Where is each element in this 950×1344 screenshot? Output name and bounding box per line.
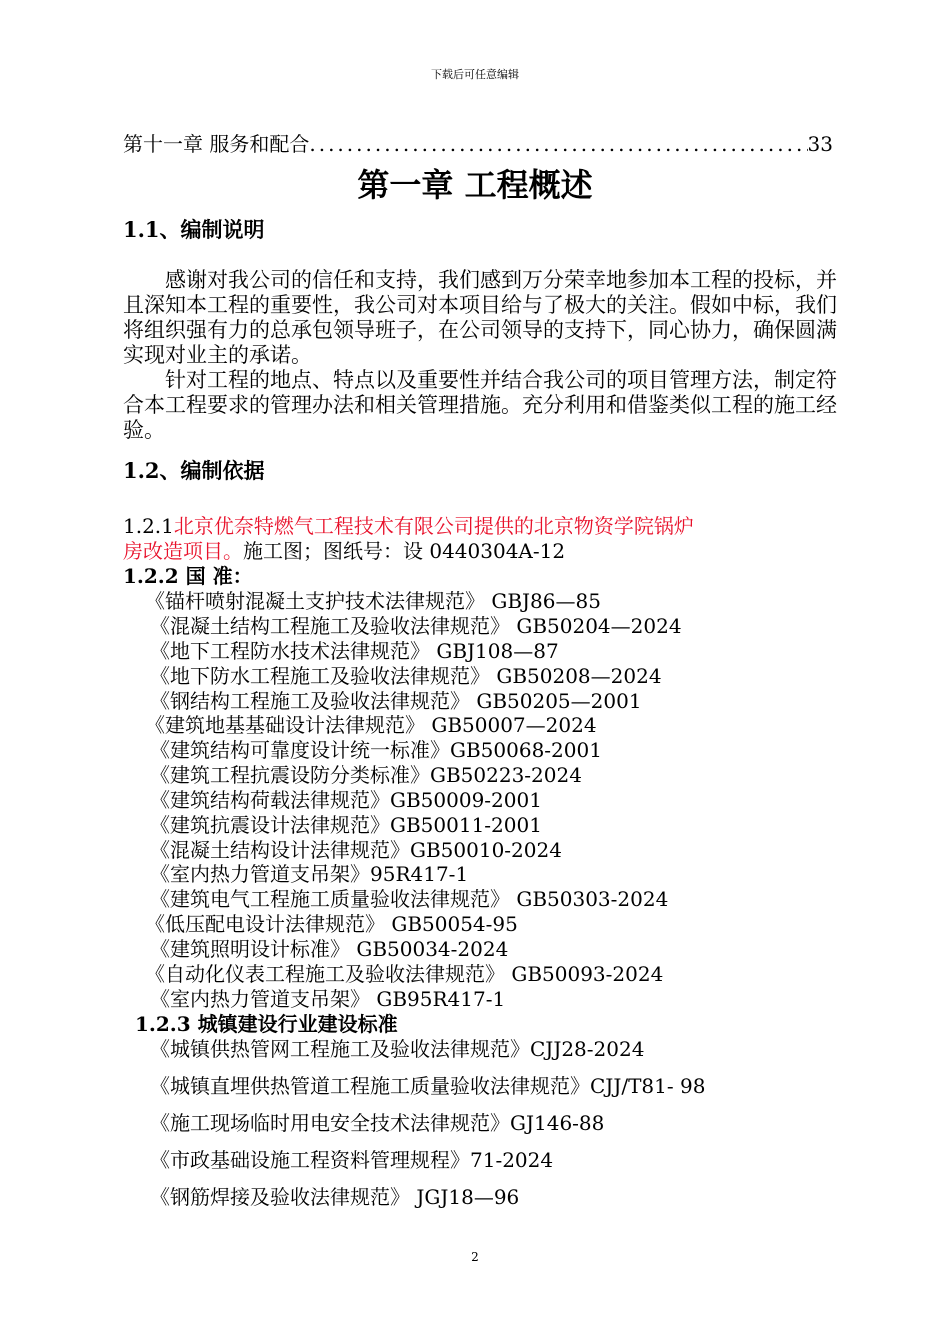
item-1-2-3-heading: 1.2.3 城镇建设行业建设标准	[135, 1012, 398, 1036]
standard-item: 《钢结构工程施工及验收法律规范》 GB50205—2001	[150, 689, 642, 713]
standard-item: 《混凝土结构工程施工及验收法律规范》 GB50204—2024	[150, 614, 682, 638]
section-1-1-body	[123, 268, 838, 443]
standard-item: 《地下工程防水技术法律规范》 GBJ108—87	[150, 639, 559, 663]
toc-page-number: 33	[807, 132, 833, 156]
page-header: 下载后可任意编辑	[431, 68, 519, 81]
standard-item: 《建筑电气工程施工质量验收法律规范》 GB50303-2024	[150, 887, 669, 911]
standard-item: 《城镇供热管网工程施工及验收法律规范》CJJ28-2024	[150, 1037, 645, 1061]
drawing-number: 施工图；图纸号：设 0440304A-12	[243, 539, 566, 563]
standard-item: 《建筑地基基础设计法律规范》 GB50007—2024	[145, 713, 597, 737]
toc-title: 第十一章 服务和配合	[123, 132, 310, 156]
standard-item: 《地下防水工程施工及验收法律规范》 GB50208—2024	[150, 664, 662, 688]
standard-item: 《建筑照明设计标准》 GB50034-2024	[150, 937, 509, 961]
project-name-red: 北京优奈特燃气工程技术有限公司提供的北京物资学院锅炉	[173, 514, 694, 538]
toc-entry[interactable]	[123, 128, 833, 157]
standard-item: 《低压配电设计法律规范》 GB50054-95	[145, 912, 518, 936]
item-1-2-2-heading: 1.2.2 国 准：	[123, 564, 253, 588]
standard-item: 《钢筋焊接及验收法律规范》 JGJ18—96	[150, 1185, 520, 1209]
standard-item: 《建筑抗震设计法律规范》GB50011-2001	[150, 813, 542, 837]
standard-item: 《建筑结构可靠度设计统一标准》GB50068-2001	[150, 738, 602, 762]
paragraph: 感谢对我公司的信任和支持，我们感到万分荣幸地参加本工程的投标，并且深知本工程的重要性，我公司对本项目给与了极大的关注。假如中标，我们将组织强有力的总承包领导班子，在公司领导的支持下，同心协力，确保圆满实现对业主的承诺。	[123, 268, 837, 367]
standard-item: 《自动化仪表工程施工及验收法律规范》 GB50093-2024	[145, 962, 664, 986]
standard-item: 《市政基础设施工程资料管理规程》71-2024	[150, 1148, 554, 1172]
project-name-red-cont: 房改造项目。	[123, 539, 243, 563]
standard-item: 《锚杆喷射混凝土支护技术法律规范》 GBJ86—85	[145, 589, 601, 613]
standard-item: 《室内热力管道支吊架》 GB95R417-1	[150, 987, 506, 1011]
section-heading-1-1: 1.1、编制说明	[123, 217, 265, 242]
standard-item: 《建筑工程抗震设防分类标准》GB50223-2024	[150, 763, 582, 787]
standard-item: 《城镇直埋供热管道工程施工质量验收法律规范》CJJ/T81- 98	[150, 1074, 706, 1098]
paragraph: 针对工程的地点、特点以及重要性并结合我公司的项目管理方法，制定符合本工程要求的管理办法和相关管理措施。充分利用和借鉴类似工程的施工经验。	[123, 368, 837, 442]
section-heading-1-2: 1.2、编制依据	[123, 458, 265, 483]
chapter-title: 第一章 工程概述	[357, 166, 593, 204]
standard-item: 《混凝土结构设计法律规范》GB50010-2024	[150, 838, 562, 862]
standard-item: 《室内热力管道支吊架》95R417-1	[150, 862, 469, 886]
standard-item: 《施工现场临时用电安全技术法律规范》GJ146-88	[150, 1111, 605, 1135]
page-number: 2	[471, 1250, 479, 1264]
item-number: 1.2.1	[123, 514, 174, 538]
standard-item: 《建筑结构荷载法律规范》GB50009-2001	[150, 788, 542, 812]
toc-leader-dots	[309, 132, 807, 156]
